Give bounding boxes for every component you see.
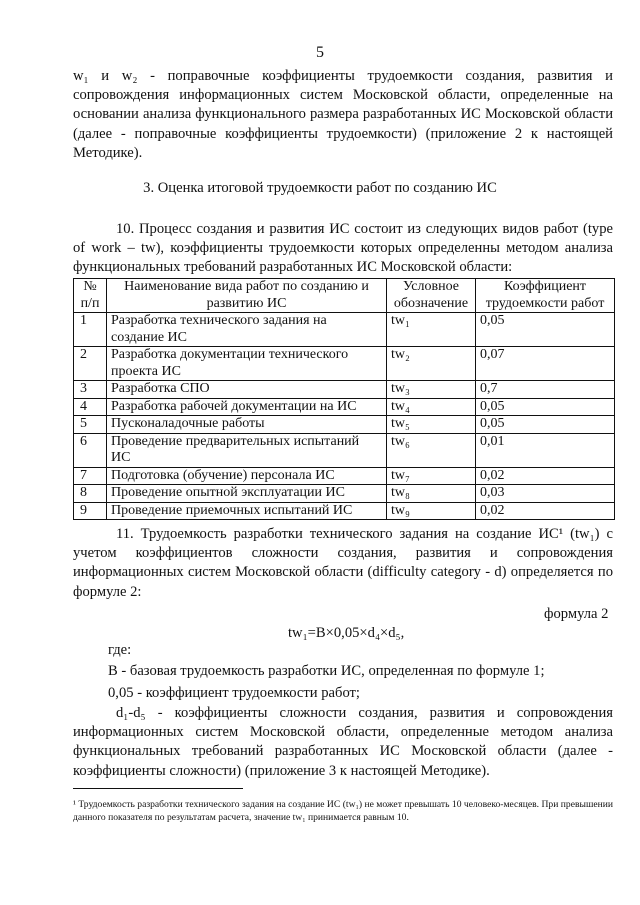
work-types-table — [73, 278, 615, 520]
intro-paragraph: w₁ и w₂ - поправочные коэффициенты трудоемкости создания, развития и сопровождения информационных систем Московской области, определенные на основании анализа функционального размера разработанных ИС Московской области (далее - поправочные коэффициенты трудоемкости) (приложение 2 к настоящей Методике). — [73, 68, 613, 161]
row-num: 9 — [74, 502, 107, 520]
row-code: tw₈ — [387, 485, 476, 503]
header-num: № п/п — [74, 279, 107, 313]
row-name: Разработка документации технического проекта ИС — [107, 347, 387, 381]
table-row — [74, 433, 615, 467]
row-name: Разработка рабочей документации на ИС — [107, 398, 387, 416]
row-coef: 0,05 — [476, 313, 615, 347]
row-coef: 0,03 — [476, 485, 615, 503]
table-row — [74, 416, 615, 434]
table-row — [74, 398, 615, 416]
table-row — [74, 485, 615, 503]
row-code: tw₁ — [387, 313, 476, 347]
row-code: tw₃ — [387, 381, 476, 399]
definition-d: d₁-d₅ - коэффициенты сложности создания, развития и сопровождения информационных систем Московской области, определенные методом анализа функциональных требований разработанных ИС Московской области (далее - коэффициенты сложности) (приложение 3 к настоящей Методике). — [73, 705, 613, 779]
row-name: Подготовка (обучение) персонала ИС — [107, 467, 387, 485]
row-name: Проведение предварительных испытаний ИС — [107, 433, 387, 467]
table-header-row — [74, 279, 615, 313]
row-name: Проведение приемочных испытаний ИС — [107, 502, 387, 520]
row-coef: 0,07 — [476, 347, 615, 381]
header-code: Условное обозначение — [387, 279, 476, 313]
table-row — [74, 313, 615, 347]
where-label: где: — [108, 642, 132, 658]
row-code: tw₂ — [387, 347, 476, 381]
row-name: Разработка технического задания на создание ИС — [107, 313, 387, 347]
row-num: 7 — [74, 467, 107, 485]
row-num: 5 — [74, 416, 107, 434]
table-row — [74, 381, 615, 399]
footnote: ¹ Трудоемкость разработки технического задания на создание ИС (tw₁) не может превышать 10 человеко-месяцев. При превышении данного показателя по результатам расчета, значение tw₁ принимается равным 10. — [73, 799, 613, 823]
row-code: tw₉ — [387, 502, 476, 520]
paragraph-11: 11. Трудоемкость разработки технического задания на создание ИС¹ (tw₁) с учетом коэффициентов сложности создания, развития и сопровождения информационных систем Московской области (difficulty category - d) определяется по формуле 2: — [73, 526, 613, 600]
definition-coefficient: 0,05 - коэффициент трудоемкости работ; — [108, 685, 360, 701]
row-num: 2 — [74, 347, 107, 381]
row-code: tw₆ — [387, 433, 476, 467]
formula-label: формула 2 — [544, 606, 609, 622]
table-row — [74, 347, 615, 381]
row-name: Пусконаладочные работы — [107, 416, 387, 434]
table-row — [74, 467, 615, 485]
row-code: tw₅ — [387, 416, 476, 434]
header-coef: Коэффициент трудоемкости работ — [476, 279, 615, 313]
row-num: 1 — [74, 313, 107, 347]
row-num: 8 — [74, 485, 107, 503]
row-coef: 0,05 — [476, 398, 615, 416]
paragraph-10: 10. Процесс создания и развития ИС состоит из следующих видов работ (type of work – tw), коэффициенты трудоемкости которых определенны методом анализа функциональных требований разработанных ИС Московской области: — [73, 221, 613, 276]
row-num: 3 — [74, 381, 107, 399]
row-name: Разработка СПО — [107, 381, 387, 399]
row-coef: 0,02 — [476, 502, 615, 520]
row-coef: 0,01 — [476, 433, 615, 467]
page-number: 5 — [316, 44, 324, 61]
row-num: 6 — [74, 433, 107, 467]
row-coef: 0,05 — [476, 416, 615, 434]
row-coef: 0,7 — [476, 381, 615, 399]
row-coef: 0,02 — [476, 467, 615, 485]
formula: tw₁=B×0,05×d₄×d₅, — [288, 625, 405, 641]
definition-b: B - базовая трудоемкость разработки ИС, определенная по формуле 1; — [108, 663, 545, 679]
row-num: 4 — [74, 398, 107, 416]
table-row — [74, 502, 615, 520]
header-name: Наименование вида работ по созданию и развитию ИС — [107, 279, 387, 313]
footnote-divider — [73, 788, 243, 789]
row-name: Проведение опытной эксплуатации ИС — [107, 485, 387, 503]
section-heading: 3. Оценка итоговой трудоемкости работ по созданию ИС — [143, 180, 497, 196]
row-code: tw₇ — [387, 467, 476, 485]
row-code: tw₄ — [387, 398, 476, 416]
